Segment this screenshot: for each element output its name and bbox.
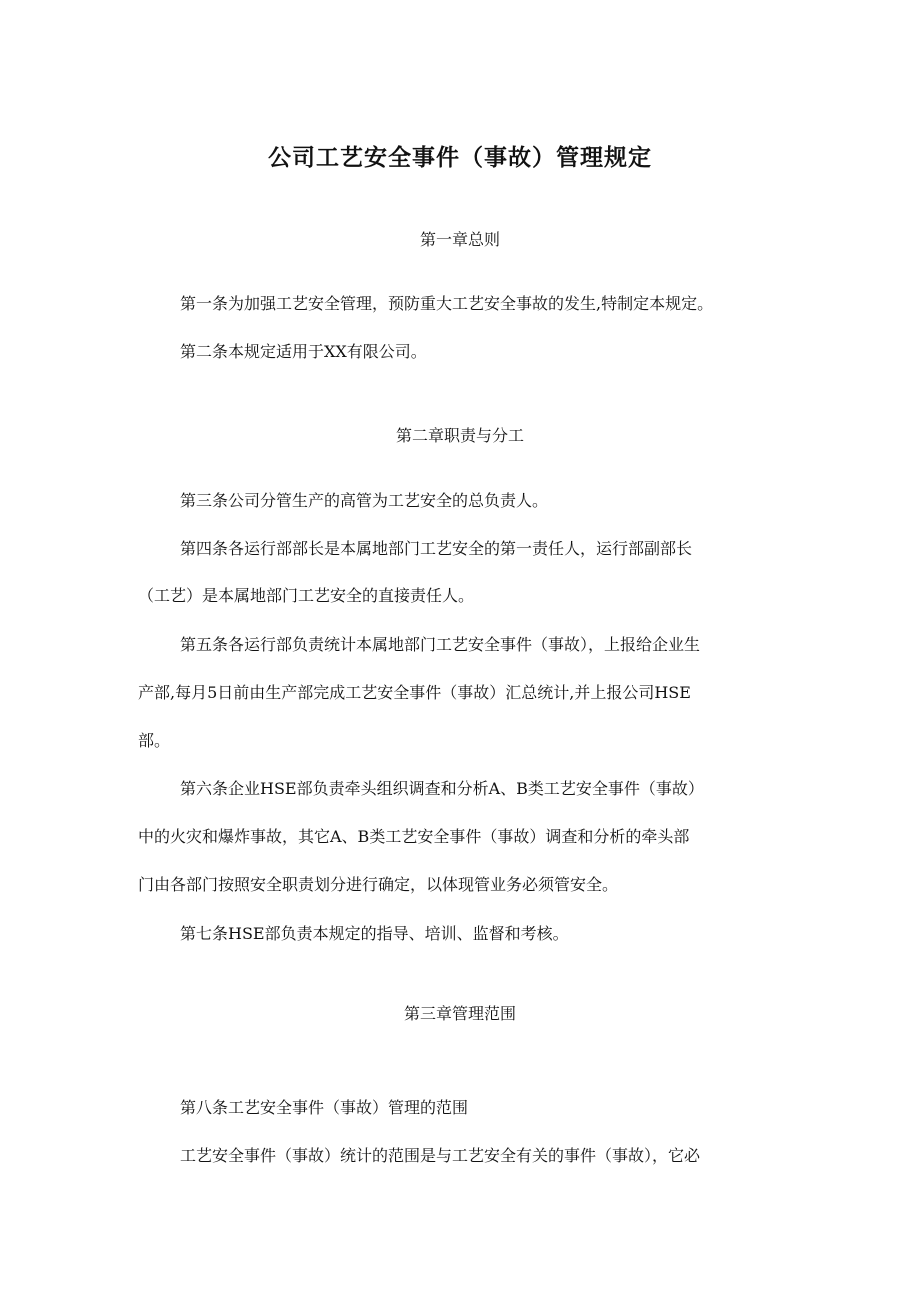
article-5-line-2: 产部,每月5日前由生产部完成工艺安全事件（事故）汇总统计,并上报公司HSE: [138, 683, 691, 702]
article-5-line-1: 第五条各运行部负责统计本属地部门工艺安全事件（事故），上报给企业生: [180, 635, 701, 654]
article-4-line-2: （工艺）是本属地部门工艺安全的直接责任人。: [138, 586, 475, 605]
document-title: 公司工艺安全事件（事故）管理规定: [268, 145, 652, 171]
article-4-line-1: 第四条各运行部部长是本属地部门工艺安全的第一责任人，运行部副部长: [180, 539, 693, 558]
article-6-line-2: 中的火灾和爆炸事故，其它A、B类工艺安全事件（事故）调查和分析的牵头部: [138, 827, 690, 846]
article-3-line: 第三条公司分管生产的高管为工艺安全的总负责人。: [180, 491, 549, 510]
chapter-heading-1: 第一章总则: [419, 230, 500, 249]
chapter-heading-3: 第三章管理范围: [403, 1004, 516, 1023]
article-5-line-3: 部。: [138, 731, 171, 750]
article-8-body-line-1: 工艺安全事件（事故）统计的范围是与工艺安全有关的事件（事故），它必: [180, 1146, 701, 1165]
article-7-line: 第七条HSE部负责本规定的指导、培训、监督和考核。: [180, 924, 569, 943]
article-2-line: 第二条本规定适用于XX有限公司。: [180, 342, 427, 361]
article-6-line-3: 门由各部门按照安全职责划分进行确定，以体现管业务必须管安全。: [138, 875, 619, 894]
chapter-heading-2: 第二章职责与分工: [395, 426, 524, 445]
article-8-line: 第八条工艺安全事件（事故）管理的范围: [180, 1098, 469, 1117]
article-1-line: 第一条为加强工艺安全管理，预防重大工艺安全事故的发生,特制定本规定。: [180, 294, 714, 313]
article-6-line-1: 第六条企业HSE部负责牵头组织调查和分析A、B类工艺安全事件（事故）: [180, 779, 704, 798]
